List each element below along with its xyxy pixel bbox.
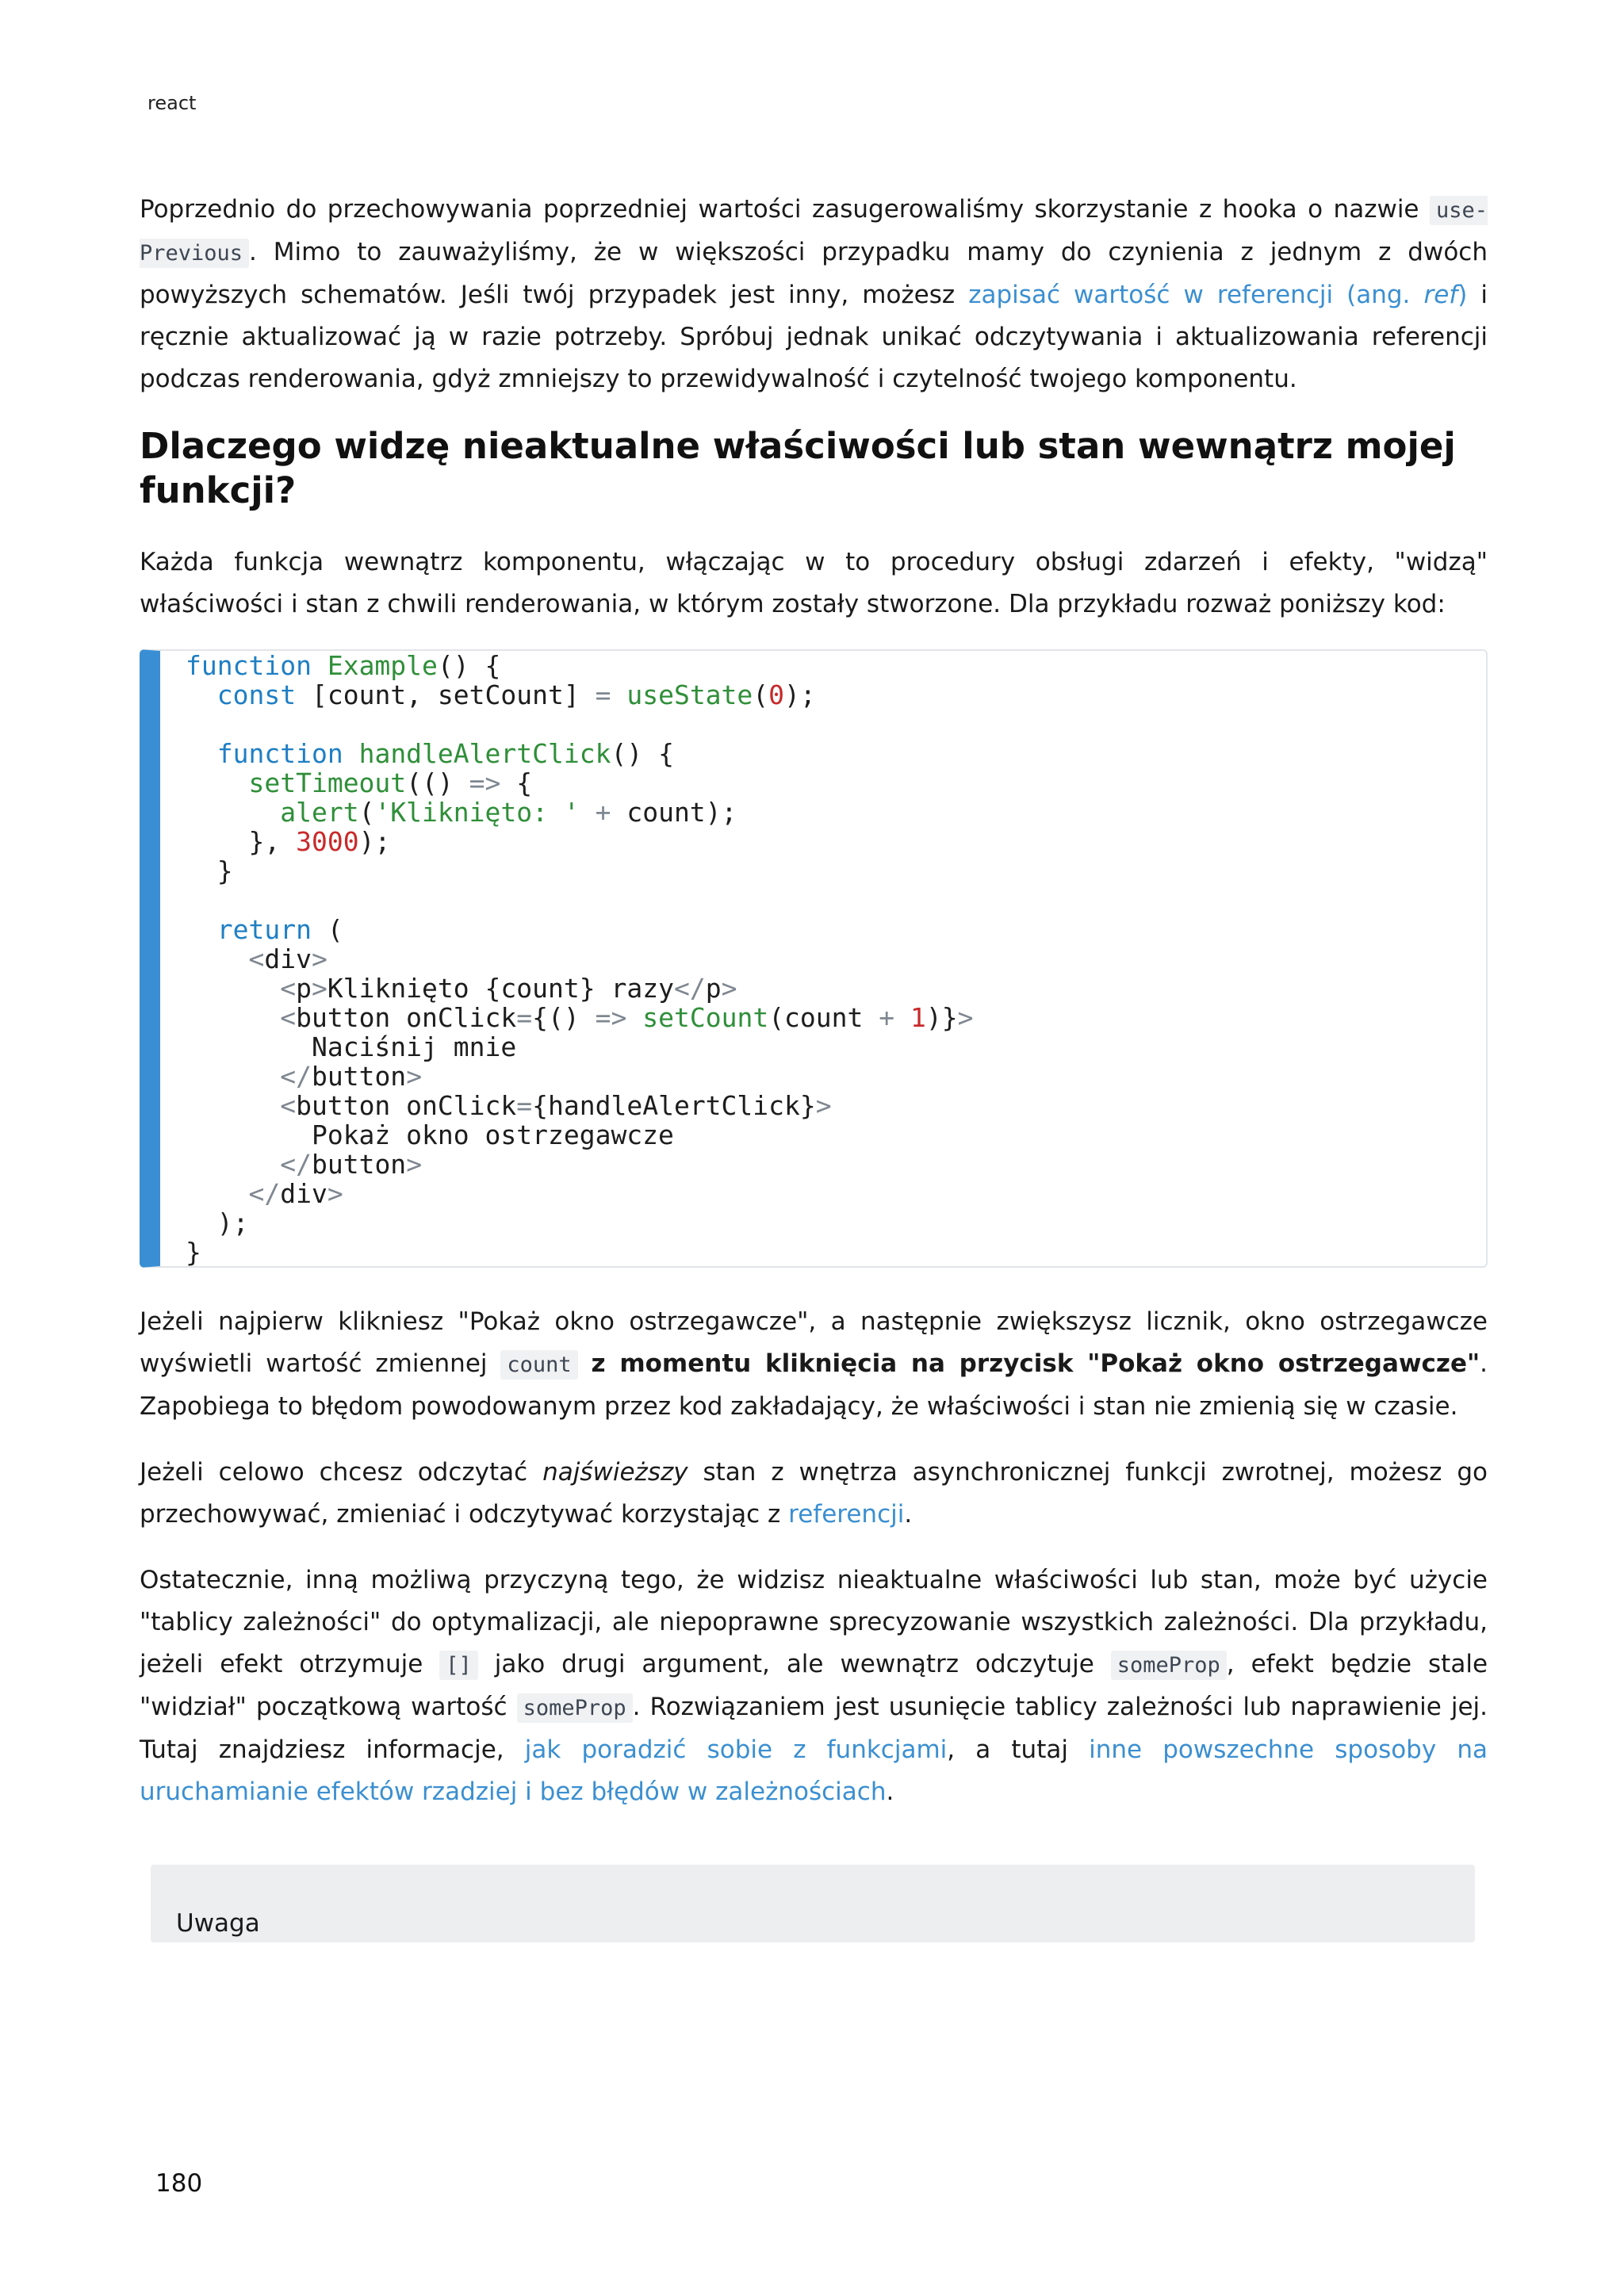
paragraph-previous-hook: Poprzednio do przechowywania poprzedniej wartości zasugerowaliśmy skorzystanie z hooka o nazwie use-Previous . Mimo to zauważyliśmy, że w większości przypadku mamy do czynienia z jednym z dwóch powyższych schematów. Jeśli twój przypadek jest inny, możesz zapisać wartość w referencji (ang. ref) i ręcznie aktualizować ją w razie potrzeby. Spróbuj jednak unikać odczytywania i aktualizowania referencji podczas renderowania, gdyż zmniejszy to przewidywalność i czytelność twojego komponentu. xyxy=(140,195,1488,393)
inline-code-someProp: someProp xyxy=(1111,1651,1227,1680)
link-effect-patterns[interactable]: inne powszechne sposoby na uruchamianie efektów rzadziej i bez błędów w zależnościach xyxy=(140,1735,1488,1806)
note-title: Uwaga xyxy=(176,1909,260,1938)
running-header: react xyxy=(147,92,197,114)
link-ref-value[interactable]: zapisać wartość w referencji (ang. ref) xyxy=(968,281,1468,309)
note-box xyxy=(151,1865,1475,1942)
paragraph-alert-explanation: Jeżeli najpierw klikniesz "Pokaż okno ostrzegawcze", a następnie zwiększysz licznik, okno ostrzegawcze wyświetli wartość zmiennej count z momentu kliknięcia na przycisk "Pokaż okno ostrzegawcze". Zapobiega to błędom powodowanym przez kod zakładający, że właściwości i stan nie zmienią się w czasie. xyxy=(140,1307,1488,1421)
section-heading: Dlaczego widzę nieaktualne właściwości lub stan wewnątrz mojej funkcji? xyxy=(140,425,1456,511)
italic-emphasis: najświeższy xyxy=(542,1458,688,1487)
inline-code-count: count xyxy=(500,1350,577,1380)
page-number: 180 xyxy=(155,2169,203,2198)
link-functions[interactable]: jak poradzić sobie z funkcjami xyxy=(524,1735,948,1764)
code-block xyxy=(140,649,1488,1268)
document-body xyxy=(140,189,1488,1837)
inline-code-usePrevious: use-Previous xyxy=(140,196,1488,268)
paragraph-closure-intro: Każda funkcja wewnątrz komponentu, włączając w to procedury obsługi zdarzeń i efekty, "widzą" właściwości i stan z chwili renderowania, w którym zostały stworzone. Dla przykładu rozważ poniższy kod: xyxy=(140,548,1488,618)
paragraph-latest-state: Jeżeli celowo chcesz odczytać najświeższy stan z wnętrza asynchronicznej funkcji zwrotnej, możesz go przechowywać, zmieniać i odczytywać korzystając z referencji. xyxy=(140,1458,1488,1529)
link-referencji[interactable]: referencji xyxy=(788,1500,905,1529)
inline-code-empty-array: [] xyxy=(439,1651,478,1680)
code-listing: function Example() { const [count, setCount] = useState(0); function handleAlertClick() { setTimeout(() => { alert('Kliknięto: ' + count); }, 3000); } return ( <div> <p>Kliknięto {count} razy</p> <button onClick={() => setCount(count + 1)}> Naciśnij mnie </button> <button onClick={handleAlertClick}> Pokaż okno ostrzegawcze </button> </div> ); } xyxy=(186,650,974,1268)
inline-code-someProp-2: someProp xyxy=(517,1693,633,1723)
bold-emphasis: z momentu kliknięcia na przycisk "Pokaż okno ostrzegawcze" xyxy=(591,1349,1480,1378)
paragraph-dependency-array: Ostatecznie, inną możliwą przyczyną tego, że widzisz nieaktualne właściwości lub stan, może być użycie "tablicy zależności" do optymalizacji, ale niepoprawne sprecyzowanie wszystkich zależności. Dla przykładu, jeżeli efekt otrzymuje [] jako drugi argument, ale wewnątrz odczytuje someProp , efekt będzie stale "widział" początkową wartość someProp . Rozwiązaniem jest usunięcie tablicy zależności lub naprawienie jej. Tutaj znajdziesz informacje, jak poradzić sobie z funkcjami, a tutaj inne powszechne sposoby na uruchamianie efektów rzadziej i bez błędów w zależnościach. xyxy=(140,1566,1488,1806)
